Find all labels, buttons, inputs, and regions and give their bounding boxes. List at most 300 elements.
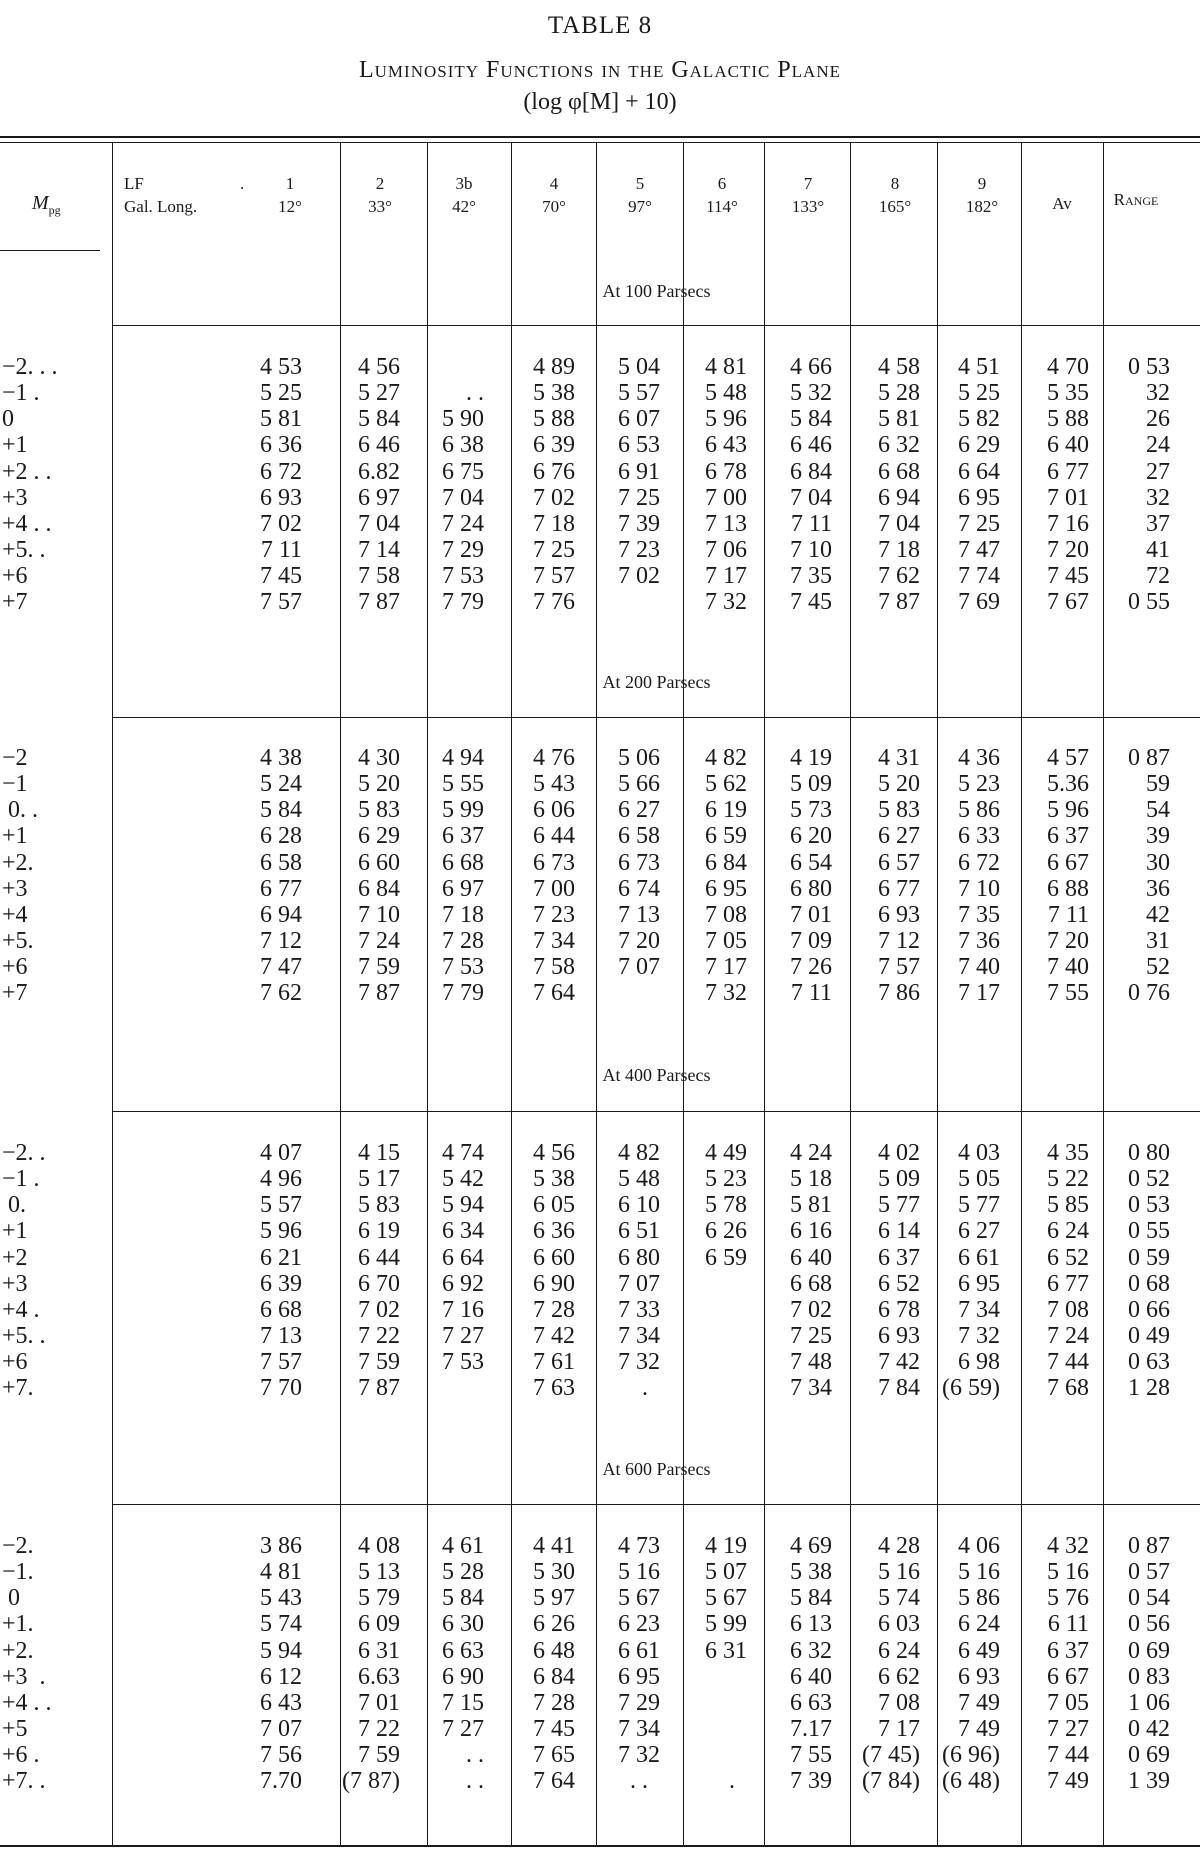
range-cell: 72 <box>1146 563 1170 590</box>
table-cell: 5 57 <box>260 1192 302 1219</box>
table-cell: 4 61 <box>442 1533 484 1559</box>
table-cell: 5 78 <box>705 1192 747 1219</box>
range-cell: 39 <box>1146 823 1170 850</box>
table-cell: 4 02 <box>878 1140 920 1166</box>
table-cell: (7 87) <box>342 1768 400 1795</box>
table-cell: 4 56 <box>533 1140 575 1166</box>
table-cell: 6 62 <box>878 1663 920 1690</box>
range-cell: 0 52 <box>1128 1166 1170 1193</box>
table-cell: 7 65 <box>533 1742 575 1769</box>
magnitude-label: +1 <box>2 1218 28 1245</box>
table-cell: 6 27 <box>958 1218 1000 1245</box>
table-cell: 6 10 <box>618 1192 660 1219</box>
table-cell: 7 55 <box>790 1742 832 1769</box>
table-cell: 6 31 <box>705 1637 747 1664</box>
table-cell: 6 58 <box>618 823 660 850</box>
table-cell: 7 02 <box>358 1296 400 1323</box>
table-cell: 5 24 <box>260 771 302 798</box>
table-cell: 6 61 <box>618 1637 660 1664</box>
column-header <box>865 172 925 218</box>
table-cell: 4 89 <box>533 354 575 380</box>
average-cell: 6 67 <box>1047 1663 1089 1690</box>
table-cell: 7 34 <box>618 1323 660 1350</box>
top-rule-thin <box>0 142 1200 143</box>
column-divider <box>1021 143 1022 1845</box>
table-cell: 6 19 <box>705 797 747 824</box>
table-cell: 7 23 <box>533 901 575 928</box>
table-cell: 6 95 <box>958 1270 1000 1297</box>
table-cell: 7 47 <box>958 537 1000 564</box>
table-cell: 7 59 <box>358 954 400 981</box>
table-cell: 6 84 <box>533 1663 575 1690</box>
table-cell: 4 51 <box>958 354 1000 380</box>
table-cell: 6 90 <box>442 1663 484 1690</box>
table-cell: 6 43 <box>260 1689 302 1716</box>
magnitude-label: −1 . <box>2 380 40 407</box>
magnitude-label: −2. . <box>2 1140 46 1166</box>
table-cell: 6 70 <box>358 1270 400 1297</box>
table-cell: 6 28 <box>260 823 302 850</box>
table-cell: 6 36 <box>260 432 302 459</box>
average-cell: 5 76 <box>1047 1585 1089 1612</box>
column-header <box>434 172 494 218</box>
table-cell: 5 18 <box>790 1166 832 1193</box>
table-cell: 5 30 <box>533 1559 575 1586</box>
table-cell: 4 69 <box>790 1533 832 1559</box>
table-cell: 6 76 <box>533 458 575 485</box>
table-cell: 5 20 <box>358 771 400 798</box>
table-cell: 5 13 <box>358 1559 400 1586</box>
column-header <box>524 172 584 218</box>
table-cell: 6 72 <box>958 849 1000 876</box>
section-title: At 600 Parsecs <box>602 1459 711 1479</box>
table-cell: 5 77 <box>958 1192 1000 1219</box>
table-cell: 5 94 <box>442 1192 484 1219</box>
table-cell: 7 10 <box>358 901 400 928</box>
table-cell: 5 16 <box>958 1559 1000 1586</box>
table-cell: 6 95 <box>958 484 1000 511</box>
table-cell: (6 96) <box>942 1742 1000 1769</box>
average-cell: 5 85 <box>1047 1192 1089 1219</box>
table-cell: 7 69 <box>958 589 1000 616</box>
average-cell: 5.36 <box>1047 771 1089 798</box>
average-cell: 7 20 <box>1047 928 1089 955</box>
table-cell: 6 92 <box>442 1270 484 1297</box>
table-cell: 7 23 <box>618 537 660 564</box>
table-cell: 7 47 <box>260 954 302 981</box>
range-header: Range <box>1113 190 1159 209</box>
section-rule <box>113 1504 1200 1505</box>
column-longitude: 133° <box>791 197 825 216</box>
table-cell: (7 84) <box>862 1768 920 1795</box>
column-longitude: 12° <box>278 197 302 216</box>
table-cell: 7 07 <box>618 954 660 981</box>
column-header <box>610 172 670 218</box>
table-cell: 7 26 <box>790 954 832 981</box>
table-cell: 7 87 <box>358 589 400 616</box>
range-cell: 0 69 <box>1128 1742 1170 1769</box>
table-cell: 6.82 <box>358 458 400 485</box>
table-cell: 6 24 <box>958 1611 1000 1638</box>
table-cell: 7 05 <box>705 928 747 955</box>
table-cell: 6 24 <box>878 1637 920 1664</box>
table-cell: 4 73 <box>618 1533 660 1559</box>
table-cell: 5 94 <box>260 1637 302 1664</box>
average-cell: 6 52 <box>1047 1244 1089 1271</box>
range-cell: 59 <box>1146 771 1170 798</box>
range-cell: 0 87 <box>1128 745 1170 771</box>
range-cell: 27 <box>1146 458 1170 485</box>
table-cell: 5 23 <box>705 1166 747 1193</box>
average-cell: 6 11 <box>1047 1611 1089 1638</box>
table-cell: 5 84 <box>790 1585 832 1612</box>
table-cell: 7 08 <box>705 901 747 928</box>
table-cell: 6 40 <box>790 1663 832 1690</box>
table-cell: 7 00 <box>533 875 575 902</box>
table-cell: 7 53 <box>442 954 484 981</box>
table-cell: 6 23 <box>618 1611 660 1638</box>
table-cell: 6 95 <box>705 875 747 902</box>
table-cell: 5 09 <box>790 771 832 798</box>
magnitude-label: −2. . . <box>2 354 58 380</box>
table-cell: 5 55 <box>442 771 484 798</box>
table-cell: 6 60 <box>533 1244 575 1271</box>
table-cell: 7 35 <box>790 563 832 590</box>
table-cell: 7 33 <box>618 1296 660 1323</box>
magnitude-label: +6 <box>2 1349 28 1376</box>
table-cell: 7 42 <box>533 1323 575 1350</box>
column-header <box>260 172 320 218</box>
column-id: 5 <box>635 174 645 193</box>
table-cell: 5 62 <box>705 771 747 798</box>
table-cell: 5 28 <box>442 1559 484 1586</box>
table-cell: 6 43 <box>705 432 747 459</box>
table-cell: 6 34 <box>442 1218 484 1245</box>
table-cell: 7 57 <box>533 563 575 590</box>
table-cell: 7 13 <box>618 901 660 928</box>
table-cell: 6 94 <box>260 901 302 928</box>
table-cell: 7 57 <box>260 589 302 616</box>
table-cell: 6 07 <box>618 406 660 433</box>
table-cell: 7 17 <box>878 1716 920 1743</box>
table-cell: 7 24 <box>358 928 400 955</box>
table-cell: 5 99 <box>442 797 484 824</box>
table-cell: 7 49 <box>958 1716 1000 1743</box>
range-cell: 1 06 <box>1128 1689 1170 1716</box>
table-cell: 7 02 <box>790 1296 832 1323</box>
range-cell: 41 <box>1146 537 1170 564</box>
table-cell: 4 82 <box>618 1140 660 1166</box>
average-cell: 7 44 <box>1047 1742 1089 1769</box>
table-cell: 7 24 <box>442 510 484 537</box>
table-cell: 7 32 <box>618 1742 660 1769</box>
table-cell: 5 73 <box>790 797 832 824</box>
table-cell: 7 27 <box>442 1323 484 1350</box>
magnitude-label: +6 . <box>2 1742 40 1769</box>
table-cell: 7 12 <box>878 928 920 955</box>
table-cell: 6 16 <box>790 1218 832 1245</box>
table-cell: 7.70 <box>260 1768 302 1795</box>
table-cell: 4 96 <box>260 1166 302 1193</box>
table-cell: 6 49 <box>958 1637 1000 1664</box>
range-cell: 36 <box>1146 875 1170 902</box>
table-cell: . <box>642 1375 660 1402</box>
range-cell: 0 87 <box>1128 1533 1170 1559</box>
average-cell: 5 16 <box>1047 1559 1089 1586</box>
table-cell: 7 27 <box>442 1716 484 1743</box>
table-cell: 7 02 <box>618 563 660 590</box>
table-cell: 4 74 <box>442 1140 484 1166</box>
table-cell: 6 27 <box>618 797 660 824</box>
table-cell: 7 17 <box>958 980 1000 1007</box>
mpg-header-rule <box>0 250 100 251</box>
table-cell: 6 48 <box>533 1637 575 1664</box>
column-divider <box>112 143 113 1845</box>
table-cell: 7 32 <box>618 1349 660 1376</box>
table-cell: 7 35 <box>958 901 1000 928</box>
table-cell: 7 86 <box>878 980 920 1007</box>
magnitude-label: +3 . <box>2 1663 46 1690</box>
table-cell: 7 04 <box>878 510 920 537</box>
magnitude-label: 0. <box>2 1192 26 1219</box>
table-cell: 4 30 <box>358 745 400 771</box>
range-cell: 0 49 <box>1128 1323 1170 1350</box>
column-id: 9 <box>977 174 987 193</box>
table-cell: 7 70 <box>260 1375 302 1402</box>
table-cell: 6 52 <box>878 1270 920 1297</box>
table-cell: 7 34 <box>618 1716 660 1743</box>
lf-dot: . <box>240 174 245 193</box>
column-longitude: 97° <box>628 197 652 216</box>
table-cell: 6 27 <box>878 823 920 850</box>
table-cell: 6 26 <box>705 1218 747 1245</box>
range-cell: 0 57 <box>1128 1559 1170 1586</box>
table-cell: 6 06 <box>533 797 575 824</box>
table-cell: 6 30 <box>442 1611 484 1638</box>
average-cell: 7 40 <box>1047 954 1089 981</box>
table-cell: 6 95 <box>618 1663 660 1690</box>
table-cell: 4 56 <box>358 354 400 380</box>
table-cell: 4 94 <box>442 745 484 771</box>
column-id: 3b <box>455 174 473 193</box>
table-cell: 7 53 <box>442 1349 484 1376</box>
table-cell: 6 13 <box>790 1611 832 1638</box>
table-cell: 7 02 <box>260 510 302 537</box>
table-cell: 5 16 <box>618 1559 660 1586</box>
magnitude-label: 0 <box>2 1585 20 1612</box>
average-cell: 7 24 <box>1047 1323 1089 1350</box>
table-cell: 7 18 <box>533 510 575 537</box>
table-cell: 7 53 <box>442 563 484 590</box>
table-cell: 5 09 <box>878 1166 920 1193</box>
table-cell: 6 73 <box>533 849 575 876</box>
range-cell: 0 55 <box>1128 1218 1170 1245</box>
table-cell: 7 17 <box>705 563 747 590</box>
table-cell: 4 08 <box>358 1533 400 1559</box>
table-cell: 7 74 <box>958 563 1000 590</box>
range-cell: 42 <box>1146 901 1170 928</box>
magnitude-label: +3 <box>2 484 28 511</box>
table-cell: 5 23 <box>958 771 1000 798</box>
table-cell: 4 03 <box>958 1140 1000 1166</box>
table-cell: 6 75 <box>442 458 484 485</box>
table-cell: 4 15 <box>358 1140 400 1166</box>
magnitude-label: 0 <box>2 406 14 433</box>
magnitude-label: −1. <box>2 1559 34 1586</box>
magnitude-label: +2 . . <box>2 458 52 485</box>
table-cell: 6 46 <box>790 432 832 459</box>
table-cell: 7 49 <box>958 1689 1000 1716</box>
table-cell: 5 05 <box>958 1166 1000 1193</box>
table-cell: 6 80 <box>790 875 832 902</box>
average-cell: 7 55 <box>1047 980 1089 1007</box>
table-title: TABLE 8 <box>547 12 653 39</box>
table-cell: 7 39 <box>618 510 660 537</box>
average-cell: 7 44 <box>1047 1349 1089 1376</box>
table-cell: 6 20 <box>790 823 832 850</box>
column-id: 1 <box>285 174 295 193</box>
table-cell: 5 07 <box>705 1559 747 1586</box>
range-cell: 0 54 <box>1128 1585 1170 1612</box>
average-cell: 6 24 <box>1047 1218 1089 1245</box>
table-cell: 6 59 <box>705 823 747 850</box>
table-cell: 7 25 <box>790 1323 832 1350</box>
table-cell: 6 93 <box>878 1323 920 1350</box>
table-cell: 5 38 <box>533 380 575 407</box>
average-cell: 6 37 <box>1047 1637 1089 1664</box>
range-cell: 54 <box>1146 797 1170 824</box>
table-cell: 6 29 <box>358 823 400 850</box>
table-cell: 4 66 <box>790 354 832 380</box>
magnitude-label: +7. . <box>2 1768 46 1795</box>
column-divider <box>764 143 765 1845</box>
table-formula: (log φ[M] + 10) <box>523 89 677 115</box>
table-cell: 7 58 <box>358 563 400 590</box>
range-cell: 1 28 <box>1128 1375 1170 1402</box>
range-cell: 0 83 <box>1128 1663 1170 1690</box>
average-cell: 7 05 <box>1047 1689 1089 1716</box>
table-cell: 6 32 <box>790 1637 832 1664</box>
table-cell: 7 42 <box>878 1349 920 1376</box>
table-cell: 7 62 <box>260 980 302 1007</box>
table-cell: 7 04 <box>358 510 400 537</box>
table-cell: 5 90 <box>442 406 484 433</box>
average-cell: 6 77 <box>1047 1270 1089 1297</box>
table-cell: 7 34 <box>958 1296 1000 1323</box>
magnitude-label: +4 . . <box>2 510 52 537</box>
table-cell: 7 14 <box>358 537 400 564</box>
table-cell: 6 59 <box>705 1244 747 1271</box>
range-cell: 0 42 <box>1128 1716 1170 1743</box>
table-cell: 6 93 <box>260 484 302 511</box>
range-cell: 0 76 <box>1128 980 1170 1007</box>
table-cell: 6 37 <box>442 823 484 850</box>
range-cell: 37 <box>1146 510 1170 537</box>
magnitude-label: −1 <box>2 771 28 798</box>
range-cell: 0 56 <box>1128 1611 1170 1638</box>
table-cell: 7 16 <box>442 1296 484 1323</box>
table-cell: 7 79 <box>442 980 484 1007</box>
table-cell: 6 19 <box>358 1218 400 1245</box>
magnitude-label: +4 <box>2 901 28 928</box>
table-cell: 5 17 <box>358 1166 400 1193</box>
table-cell: 4 07 <box>260 1140 302 1166</box>
range-cell: 52 <box>1146 954 1170 981</box>
table-cell: 7 11 <box>790 510 832 537</box>
table-cell: 3 86 <box>260 1533 302 1559</box>
magnitude-label: +4 . <box>2 1296 40 1323</box>
table-cell: 4 53 <box>260 354 302 380</box>
table-cell: 6 32 <box>878 432 920 459</box>
average-cell: 5 88 <box>1047 406 1089 433</box>
table-cell: 4 82 <box>705 745 747 771</box>
table-cell: 7 00 <box>705 484 747 511</box>
table-cell: 7 64 <box>533 980 575 1007</box>
table-cell: 4 19 <box>705 1533 747 1559</box>
table-cell: 7 28 <box>533 1689 575 1716</box>
table-cell: 7 59 <box>358 1349 400 1376</box>
table-cell: 7 11 <box>790 980 832 1007</box>
table-cell: 5 81 <box>260 406 302 433</box>
range-cell: 0 69 <box>1128 1637 1170 1664</box>
table-cell: 7 64 <box>533 1768 575 1795</box>
table-cell: 5 83 <box>358 1192 400 1219</box>
table-cell: 6 14 <box>878 1218 920 1245</box>
table-cell: 5 88 <box>533 406 575 433</box>
table-cell: 5 79 <box>358 1585 400 1612</box>
column-longitude: 114° <box>706 197 738 216</box>
magnitude-label: +2. <box>2 1637 34 1664</box>
magnitude-label: −2 <box>2 745 28 771</box>
magnitude-label: +6 <box>2 563 28 590</box>
table-cell: 5 99 <box>705 1611 747 1638</box>
table-cell: 5 77 <box>878 1192 920 1219</box>
table-cell: 6 40 <box>790 1244 832 1271</box>
table-cell: 6 36 <box>533 1218 575 1245</box>
table-cell: 4 28 <box>878 1533 920 1559</box>
column-longitude: 182° <box>965 197 999 216</box>
lf-header <box>124 172 197 218</box>
table-cell: 6 74 <box>618 875 660 902</box>
section-title: At 400 Parsecs <box>602 1065 711 1085</box>
magnitude-label: +7 <box>2 589 28 616</box>
table-cell: 7 01 <box>790 901 832 928</box>
table-cell: 7 22 <box>358 1716 400 1743</box>
table-cell: 7 04 <box>442 484 484 511</box>
table-cell: 5 43 <box>260 1585 302 1612</box>
table-cell: 6 09 <box>358 1611 400 1638</box>
range-cell: 1 39 <box>1128 1768 1170 1795</box>
table-cell: 6 64 <box>442 1244 484 1271</box>
top-rule-thick <box>0 136 1200 138</box>
average-cell: 5 35 <box>1047 380 1089 407</box>
table-cell: 7 15 <box>442 1689 484 1716</box>
section-title: At 200 Parsecs <box>602 672 711 692</box>
table-cell: 4 36 <box>958 745 1000 771</box>
table-cell: 7 10 <box>790 537 832 564</box>
table-cell: 7 87 <box>358 1375 400 1402</box>
table-cell: . . <box>454 1768 484 1795</box>
table-cell: (6 48) <box>942 1768 1000 1795</box>
table-cell: . . <box>630 1768 660 1795</box>
table-cell: 7 48 <box>790 1349 832 1376</box>
table-cell: 7 63 <box>533 1375 575 1402</box>
magnitude-label: +2 <box>2 1244 28 1271</box>
table-cell: . <box>717 1768 747 1795</box>
magnitude-label: +6 <box>2 954 28 981</box>
table-cell: 5 82 <box>958 406 1000 433</box>
table-cell: 6 61 <box>958 1244 1000 1271</box>
